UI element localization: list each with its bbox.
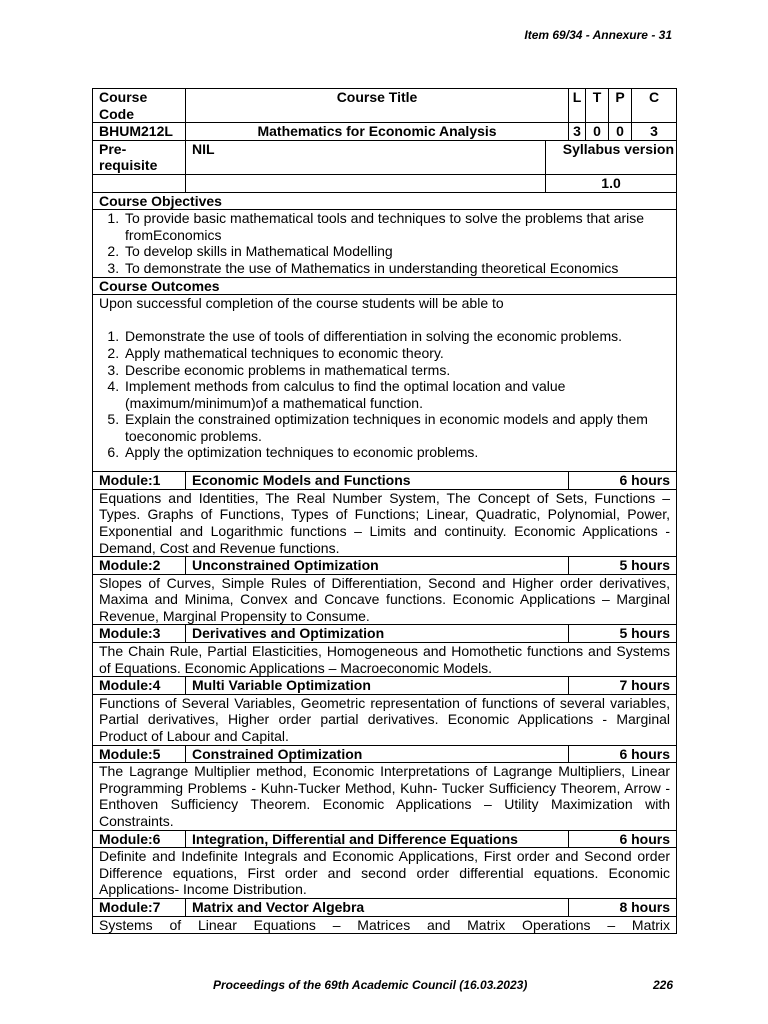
prerequisite-value: NIL bbox=[186, 140, 546, 174]
module-1-header bbox=[93, 472, 677, 490]
module-content: The Chain Rule, Partial Elasticities, Homogeneous and Homothetic functions and Systems of Equations. Economic Applications – Macroeconomic Models. bbox=[93, 643, 677, 677]
module-content: The Lagrange Multiplier method, Economic Interpretations of Lagrange Multipliers, Linear Programming Problems - Kuhn-Tucker Method, Kuhn- Tucker Sufficiency Theorem, Arrow - Enthoven Sufficiency Theorem. Economic Applications – Utility Maximization with Constraints. bbox=[93, 763, 677, 830]
p-value: 0 bbox=[609, 123, 632, 141]
module-label: Module:4 bbox=[93, 677, 186, 695]
objectives-heading-row bbox=[93, 192, 677, 210]
module-content: Definite and Indefinite Integrals and Economic Applications, First order and Second order Difference equations, First order and second order differential equations. Economic Applications- Income Distribution. bbox=[93, 848, 677, 899]
objectives-list bbox=[99, 210, 670, 276]
list-item: 1. Demonstrate the use of tools of differentiation in solving the economic problems. bbox=[123, 328, 670, 345]
module-hours: 5 hours bbox=[569, 625, 677, 643]
list-item: 4. Implement methods from calculus to find the optimal location and value (maximum/minimum)of a mathematical function. bbox=[123, 378, 670, 411]
module-label: Module:1 bbox=[93, 472, 186, 490]
header-item-reference: Item 69/34 - Annexure - 31 bbox=[524, 28, 672, 42]
module-label: Module:6 bbox=[93, 830, 186, 848]
l-label: L bbox=[569, 89, 586, 123]
module-3-header bbox=[93, 625, 677, 643]
module-7-header bbox=[93, 898, 677, 916]
list-item: 5. Explain the constrained optimization techniques in economic models and apply them toeconomic problems. bbox=[123, 411, 670, 444]
course-code-label: Course Code bbox=[93, 89, 186, 123]
course-title-label: Course Title bbox=[186, 89, 569, 123]
module-title: Integration, Differential and Difference Equations bbox=[186, 830, 569, 848]
outcomes-heading: Course Outcomes bbox=[93, 277, 677, 295]
module-hours: 8 hours bbox=[569, 898, 677, 916]
list-item: 2. To develop skills in Mathematical Modelling bbox=[123, 243, 670, 260]
module-content: Functions of Several Variables, Geometric representation of functions of several variables, Partial derivatives, Higher order partial derivatives. Economic Applications - Marginal Product of Labour and Capital. bbox=[93, 694, 677, 745]
module-1-content-row bbox=[93, 489, 677, 556]
prerequisite-row bbox=[93, 140, 677, 174]
module-5-content-row bbox=[93, 763, 677, 830]
footer-proceedings: Proceedings of the 69th Academic Council (16.03.2023) bbox=[213, 978, 528, 992]
course-title: Mathematics for Economic Analysis bbox=[186, 123, 569, 141]
syllabus-version-value: 1.0 bbox=[546, 174, 677, 192]
module-hours: 6 hours bbox=[569, 830, 677, 848]
module-hours: 5 hours bbox=[569, 557, 677, 575]
course-values-row bbox=[93, 123, 677, 141]
module-2-header bbox=[93, 557, 677, 575]
module-label: Module:5 bbox=[93, 745, 186, 763]
list-item: 2. Apply mathematical techniques to economic theory. bbox=[123, 345, 670, 362]
module-hours: 7 hours bbox=[569, 677, 677, 695]
module-4-header bbox=[93, 677, 677, 695]
c-label: C bbox=[632, 89, 677, 123]
module-label: Module:3 bbox=[93, 625, 186, 643]
list-item: 1. To provide basic mathematical tools and techniques to solve the problems that arise fromEconomics bbox=[123, 210, 670, 243]
page-number: 226 bbox=[652, 978, 673, 992]
course-code: BHUM212L bbox=[93, 123, 186, 141]
module-content: Systems of Linear Equations – Matrices and Matrix Operations – Matrix bbox=[93, 916, 677, 934]
list-item: 6. Apply the optimization techniques to economic problems. bbox=[123, 444, 670, 461]
footer bbox=[213, 978, 673, 992]
module-5-header bbox=[93, 745, 677, 763]
outcomes-row bbox=[93, 295, 677, 472]
outcomes-intro: Upon successful completion of the course students will be able to bbox=[99, 295, 504, 312]
list-item: 3. To demonstrate the use of Mathematics in understanding theoretical Economics bbox=[123, 260, 670, 277]
prerequisite-label: Pre-requisite bbox=[93, 140, 186, 174]
outcomes-heading-row bbox=[93, 277, 677, 295]
syllabus-version-row bbox=[93, 174, 677, 192]
objectives-row bbox=[93, 210, 677, 277]
module-hours: 6 hours bbox=[569, 745, 677, 763]
course-header-row bbox=[93, 89, 677, 123]
module-4-content-row bbox=[93, 694, 677, 745]
module-title: Economic Models and Functions bbox=[186, 472, 569, 490]
module-7-content-row bbox=[93, 916, 677, 934]
t-value: 0 bbox=[586, 123, 609, 141]
module-title: Unconstrained Optimization bbox=[186, 557, 569, 575]
syllabus-version-label: Syllabus version bbox=[546, 140, 677, 174]
module-title: Derivatives and Optimization bbox=[186, 625, 569, 643]
objectives-heading: Course Objectives bbox=[93, 192, 677, 210]
c-value: 3 bbox=[632, 123, 677, 141]
module-content: Slopes of Curves, Simple Rules of Differentiation, Second and Higher order derivatives, Maxima and Minima, Convex and Concave functions. Economic Applications – Marginal Revenue, Marginal Propensity to Consume. bbox=[93, 574, 677, 625]
p-label: P bbox=[609, 89, 632, 123]
module-content: Equations and Identities, The Real Number System, The Concept of Sets, Functions – Types. Graphs of Functions, Types of Functions; Linear, Quadratic, Polynomial, Power, Exponential and Logarithmic functions – Limits and continuity. Economic Applications - Demand, Cost and Revenue functions. bbox=[93, 489, 677, 556]
module-title: Matrix and Vector Algebra bbox=[186, 898, 569, 916]
t-label: T bbox=[586, 89, 609, 123]
module-label: Module:2 bbox=[93, 557, 186, 575]
module-3-content-row bbox=[93, 643, 677, 677]
module-label: Module:7 bbox=[93, 898, 186, 916]
module-hours: 6 hours bbox=[569, 472, 677, 490]
module-title: Constrained Optimization bbox=[186, 745, 569, 763]
syllabus-table bbox=[92, 88, 677, 934]
module-title: Multi Variable Optimization bbox=[186, 677, 569, 695]
module-6-content-row bbox=[93, 848, 677, 899]
module-6-header bbox=[93, 830, 677, 848]
l-value: 3 bbox=[569, 123, 586, 141]
module-2-content-row bbox=[93, 574, 677, 625]
list-item: 3. Describe economic problems in mathematical terms. bbox=[123, 362, 670, 379]
outcomes-list bbox=[99, 328, 670, 461]
